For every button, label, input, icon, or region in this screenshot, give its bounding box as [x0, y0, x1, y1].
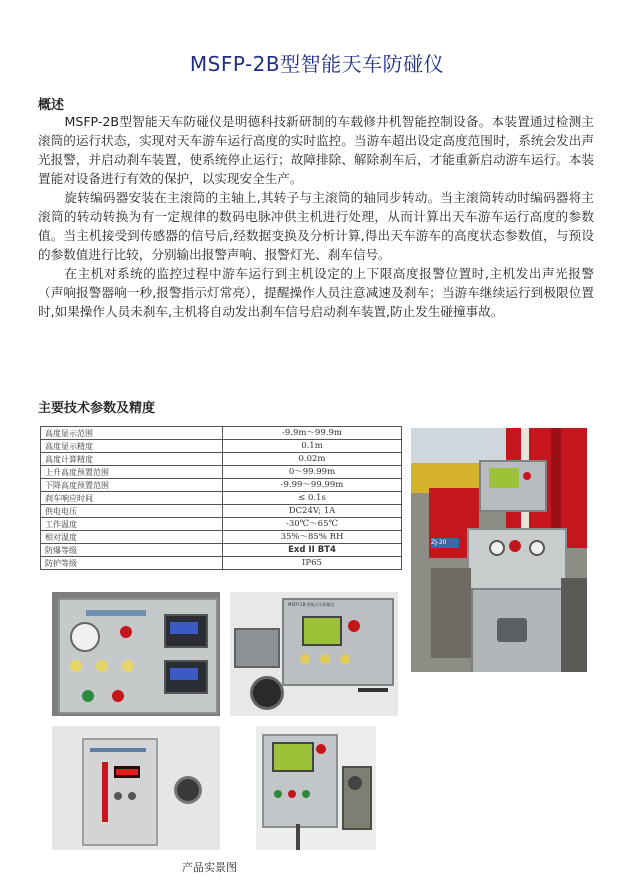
spec-row: [41, 518, 402, 531]
specs-table: [40, 426, 402, 570]
overview-paragraph: MSFP-2B型智能天车防碰仪是明德科技新研制的车载修井机智能控制设备。本装置通过检测主滚筒的运行状态，实现对天车游车运行高度的实时监控。当游车超出设定高度范围时，系统会发出声光报警，并启动刹车装置，使系统停止运行；故障排除、解除刹车后，才能重新启动游车运行。本装置能对设备进行有效的保护，以实现安全生产。: [38, 114, 594, 186]
spec-value: ≤ 0.1s: [222, 492, 401, 505]
spec-label: 上升高度预置范围: [41, 466, 223, 479]
spec-row: [41, 544, 402, 557]
overview-heading: 概述: [38, 98, 65, 113]
spec-value: 0～99.99m: [222, 466, 401, 479]
overview-paragraph: 在主机对系统的监控过程中游车运行到主机设定的上下限高度报警位置时,主机发出声光报警（声响报警器响一秒,报警指示灯常亮），提醒操作人员注意减速及刹车；当游车继续运行到极限位置时,如果操作人员未刹车,主机将自动发出刹车信号启动刹车装置,防止发生碰撞事故。: [38, 266, 594, 319]
overview-paragraph: 旋转编码器安装在主滚筒的主轴上,其转子与主滚筒的轴同步转动。当主滚筒转动时编码器将主滚筒的转动转换为有一定规律的数码电脉冲供主机进行处理，从而计算出天车游车运行高度的参数值。当主机接受到传感器的信号后,经数据变换及分析计算,得出天车游车的高度状态参数值，与预设的参数值进行比较，分别输出报警声响、报警灯光、刹车信号。: [38, 190, 594, 262]
spec-row: [41, 466, 402, 479]
overview-text: [38, 112, 594, 321]
spec-value: -9.99～99.99m: [222, 479, 401, 492]
photo-caption: 产品实景图: [182, 861, 237, 874]
spec-label: 防爆等级: [41, 544, 223, 557]
rig-photo: [411, 428, 587, 672]
spec-value: 0.02m: [222, 453, 401, 466]
spec-row: [41, 479, 402, 492]
spec-row: [41, 453, 402, 466]
spec-label: 高度计算精度: [41, 453, 223, 466]
spec-row: [41, 557, 402, 570]
spec-label: 高度显示范围: [41, 427, 223, 440]
specs-heading: 主要技术参数及精度: [38, 401, 156, 416]
spec-row: [41, 531, 402, 544]
panel-label: MSFP-2B 智能天车防碰仪: [288, 602, 335, 607]
spec-label: 防护等级: [41, 557, 223, 570]
spec-row: [41, 427, 402, 440]
spec-value: Exd II BT4: [222, 544, 401, 557]
digital-display-photo: [52, 726, 220, 850]
rig-label: ZJ-20: [431, 539, 447, 546]
spec-label: 相对湿度: [41, 531, 223, 544]
spec-label: 供电电压: [41, 505, 223, 518]
panel-encoder-photo: [230, 592, 398, 716]
lcd-panel-photo: [256, 726, 376, 850]
control-panel-photo: [52, 592, 220, 716]
spec-label: 刹车响应时间: [41, 492, 223, 505]
spec-row: [41, 505, 402, 518]
page-title: MSFP-2B型智能天车防碰仪: [189, 52, 445, 76]
spec-value: IP65: [222, 557, 401, 570]
spec-value: 35%～85% RH: [222, 531, 401, 544]
spec-row: [41, 492, 402, 505]
spec-label: 下降高度预置范围: [41, 479, 223, 492]
spec-value: 0.1m: [222, 440, 401, 453]
spec-value: -30℃～65℃: [222, 518, 401, 531]
spec-label: 工作温度: [41, 518, 223, 531]
spec-row: [41, 440, 402, 453]
spec-label: 高度显示精度: [41, 440, 223, 453]
spec-value: DC24V; 1A: [222, 505, 401, 518]
spec-value: -9.9m～99.9m: [222, 427, 401, 440]
